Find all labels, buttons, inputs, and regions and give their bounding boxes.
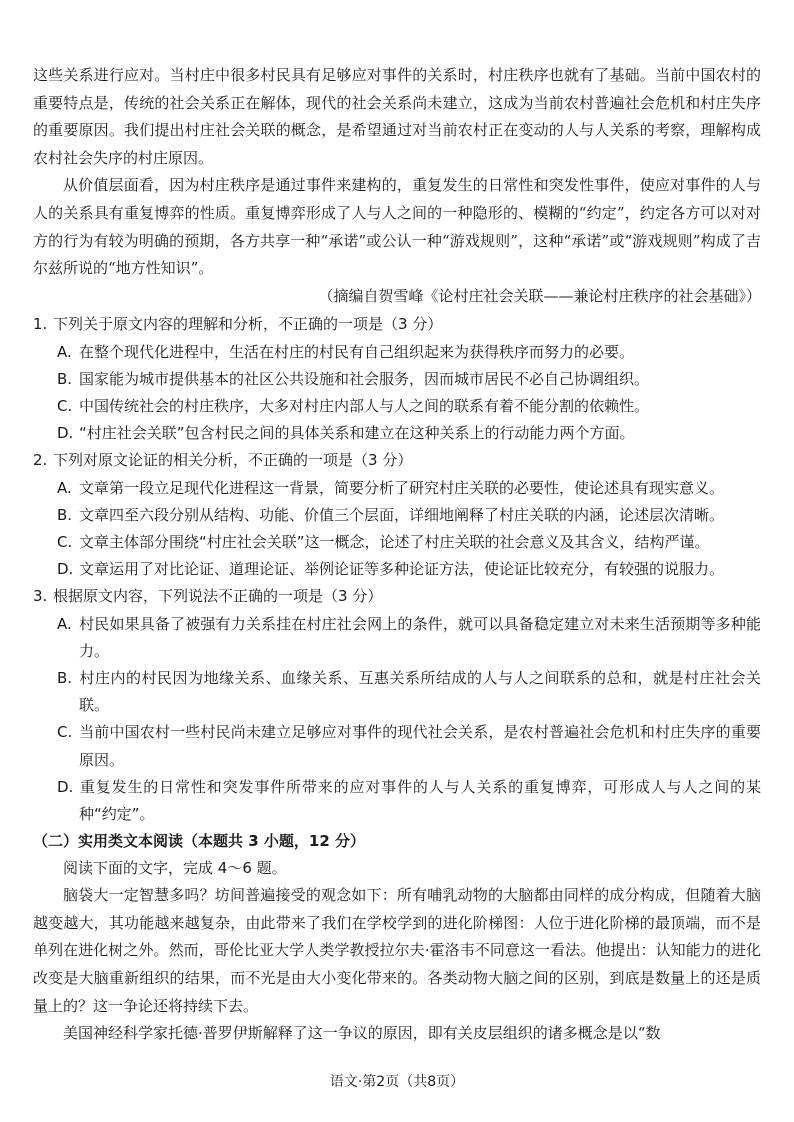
option-b (33, 665, 761, 719)
option-b (33, 366, 761, 393)
option-text: 村民如果具备了被强有力关系挂在村庄社会网上的条件，就可以具备稳定建立对未来生活预期等多种能力。 (79, 614, 761, 660)
question-1 (33, 311, 761, 447)
option-text: 文章运用了对比论证、道理论证、举例论证等多种论证方法，使论证比较充分，有较强的说服力。 (79, 560, 725, 579)
passage-source: （摘编自贺雪峰《论村庄社会关联——兼论村庄秩序的社会基础》） (318, 286, 761, 305)
option-text: “村庄社会关联”包含村民之间的具体关系和建立在这种关系上的行动能力两个方面。 (79, 424, 635, 443)
question-2 (33, 447, 761, 583)
option-c (33, 529, 761, 556)
option-c (33, 393, 761, 420)
option-letter: A. (57, 478, 72, 497)
option-letter: C. (57, 532, 73, 551)
section-instruction: 阅读下面的文字，完成 4～6 题。 (63, 859, 287, 878)
option-letter: C. (57, 723, 73, 742)
option-d (33, 420, 761, 447)
passage-paragraph: 脑袋大一定智慧多吗？坊间普遍接受的观念如下：所有哺乳动物的大脑都由同样的成分构成，但随着大脑越变越大，其功能越来越复杂，由此带来了我们在学校学到的进化阶梯图：人位于进化阶梯的最顶端，而不是单列在进化树之外。然而，哥伦比亚大学人类学教授拉尔夫·霍洛韦不同意这一看法。他提出：认知能力的进化改变是大脑重新组织的结果，而不光是由大小变化带来的。各类动物大脑之间的区别，到底是数量上的还是质量上的？这一争论还将持续下去。 (33, 886, 761, 1015)
page-footer: 语文·第2页（共8页） (329, 1074, 465, 1090)
question-number: 3. (33, 587, 48, 606)
option-letter: A. (57, 614, 72, 633)
option-letter: B. (57, 668, 73, 687)
question-stem (33, 311, 761, 338)
question-3 (33, 583, 761, 828)
question-number: 1. (33, 315, 48, 334)
option-a (33, 611, 761, 665)
option-d (33, 556, 761, 583)
question-text: 根据原文内容，下列说法不正确的一项是（3 分） (53, 587, 383, 606)
option-c (33, 719, 761, 773)
option-text: 文章四至六段分别从结构、功能、价值三个层面，详细地阐释了村庄关联的内涵，论述层次清晰。 (79, 505, 725, 524)
option-text: 当前中国农村一些村民尚未建立足够应对事件的现代社会关系，是农村普遍社会危机和村庄失序的重要原因。 (79, 723, 761, 769)
passage-paragraph: 这些关系进行应对。当村庄中很多村民具有足够应对事件的关系时，村庄秩序也就有了基础。当前中国农村的重要特点是，传统的社会关系正在解体，现代的社会关系尚未建立，这成为当前农村普遍社会危机和村庄失序的重要原因。我们提出村庄社会关联的概念，是希望通过对当前农村正在变动的人与人关系的考察，理解构成农村社会失序的村庄原因。 (33, 66, 761, 167)
option-letter: C. (57, 396, 73, 415)
option-text: 在整个现代化进程中，生活在村庄的村民有自己组织起来为获得秩序而努力的必要。 (79, 342, 635, 361)
question-stem (33, 583, 761, 610)
option-text: 村庄内的村民因为地缘关系、血缘关系、互惠关系所结成的人与人之间联系的总和，就是村庄社会关联。 (79, 668, 761, 715)
option-text: 国家能为城市提供基本的社区公共设施和社会服务，因而城市居民不必自己协调组织。 (79, 369, 650, 388)
option-text: 文章第一段立足现代化进程这一背景，简要分析了研究村庄关联的必要性，使论述具有现实意义。 (79, 478, 725, 497)
question-stem (33, 447, 761, 474)
option-letter: B. (57, 505, 73, 524)
question-number: 2. (33, 451, 48, 470)
question-text: 下列对原文论证的相关分析，不正确的一项是（3 分） (53, 451, 413, 470)
exam-page (33, 62, 761, 1048)
option-text: 重复发生的日常性和突发事件所带来的应对事件的人与人关系的重复博弈，可形成人与人之间的某种“约定”。 (79, 777, 761, 823)
option-a (33, 475, 761, 502)
option-text: 文章主体部分围绕“村庄社会关联”这一概念，论述了村庄关联的社会意义及其含义，结构严谨。 (79, 532, 710, 551)
option-letter: D. (57, 424, 74, 443)
option-letter: B. (57, 369, 73, 388)
question-text: 下列关于原文内容的理解和分析，不正确的一项是（3 分） (53, 315, 443, 334)
passage-paragraph: 从价值层面看，因为村庄秩序是通过事件来建构的，重复发生的日常性和突发性事件，使应对事件的人与人的关系具有重复博弈的性质。重复博弈形成了人与人之间的一种隐形的、模糊的“约定”，约定各方可以对对方的行为有较为明确的预期，各方共享一种“承诺”或公认一种“游戏规则”，这种“承诺”或“游戏规则”构成了吉尔兹所说的“地方性知识”。 (33, 176, 761, 278)
section-title: （二）实用类文本阅读（本题共 3 小题，12 分） (33, 832, 365, 851)
option-letter: A. (57, 342, 72, 361)
option-d (33, 774, 761, 828)
option-letter: D. (57, 560, 74, 579)
option-letter: D. (57, 777, 74, 796)
option-a (33, 339, 761, 366)
passage-paragraph: 美国神经科学家托德·普罗伊斯解释了这一争议的原因，即有关皮层组织的诸多概念是以“数 (63, 1024, 661, 1043)
option-text: 中国传统社会的村庄秩序，大多对村庄内部人与人之间的联系有着不能分割的依赖性。 (79, 396, 650, 415)
option-b (33, 502, 761, 529)
